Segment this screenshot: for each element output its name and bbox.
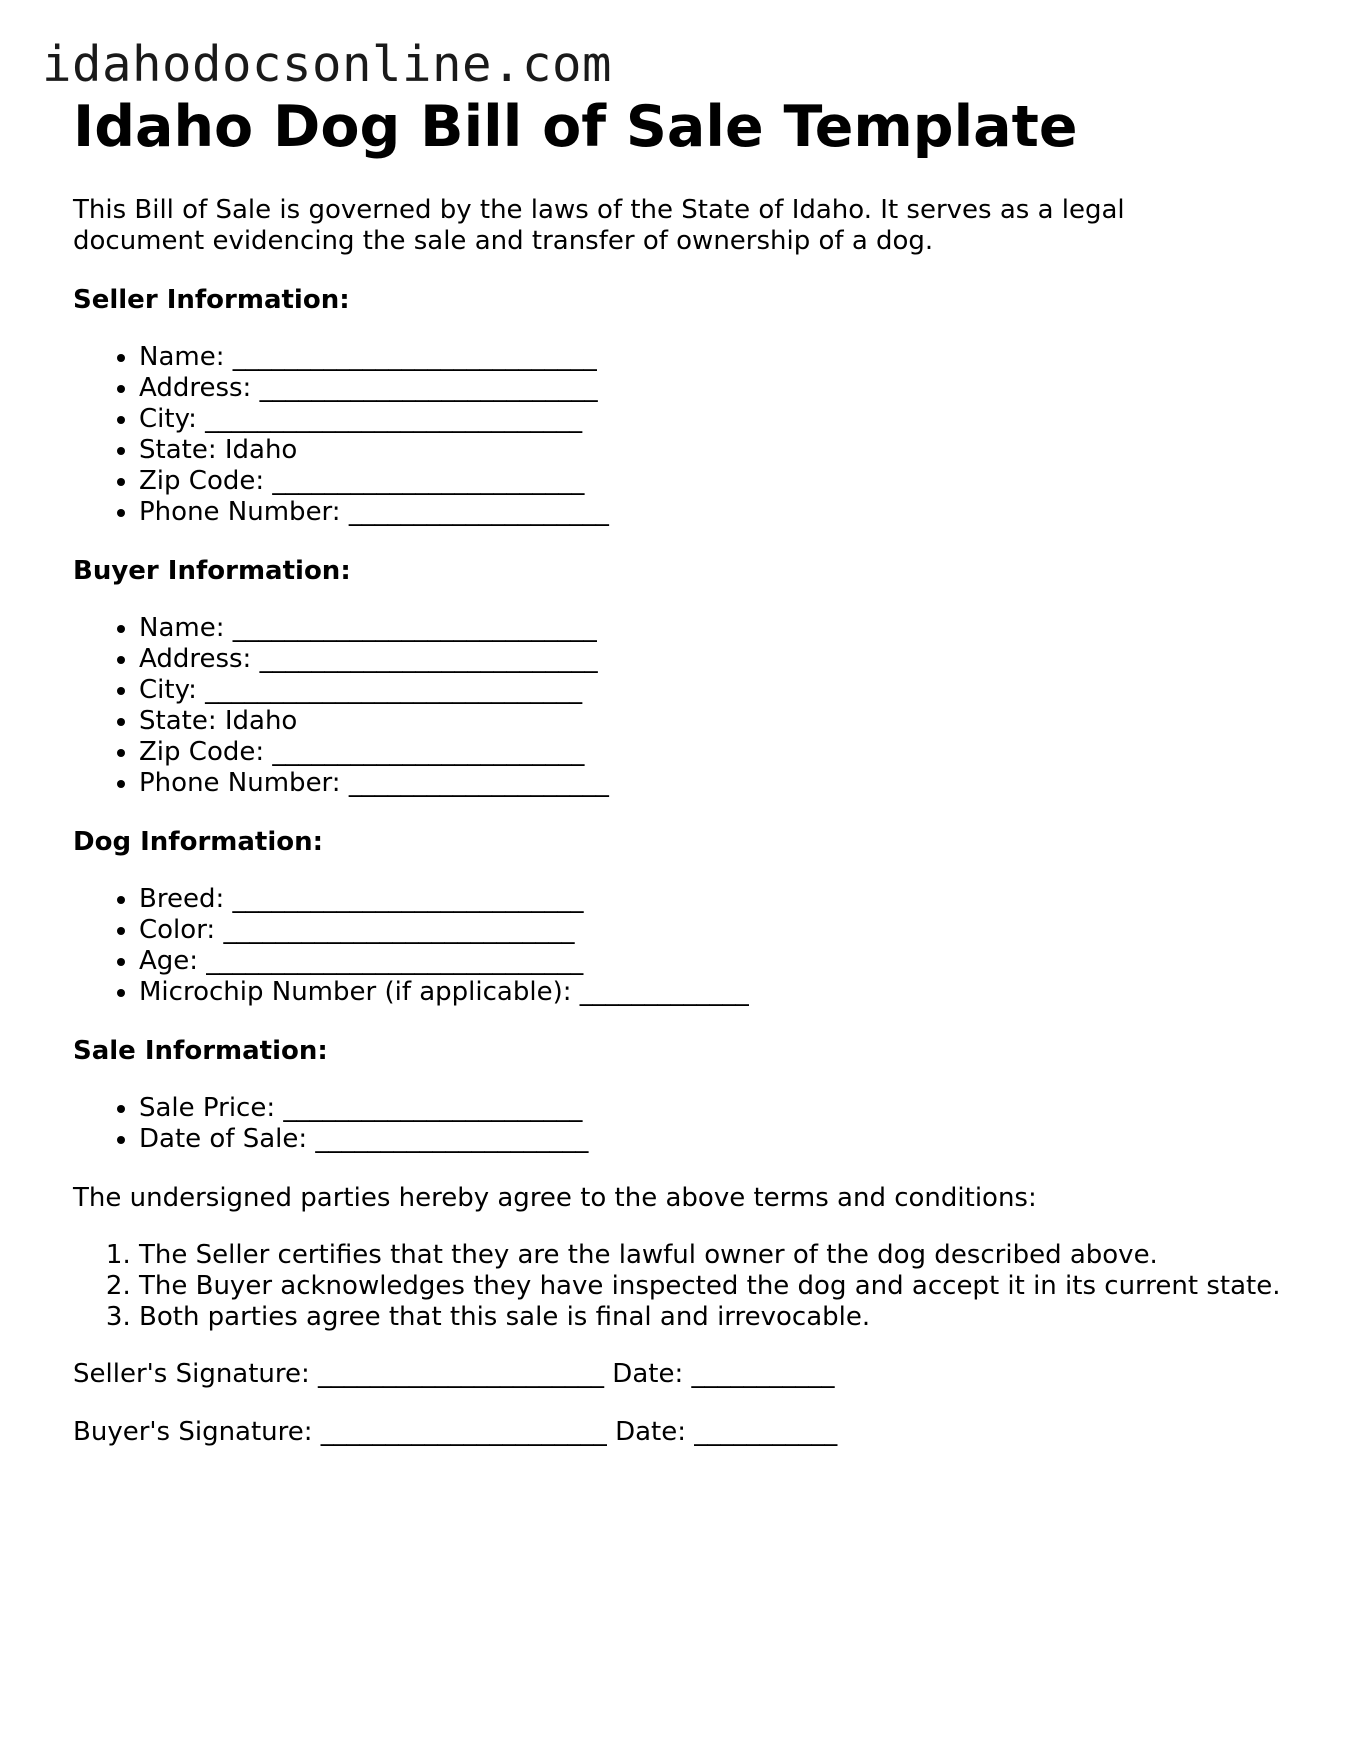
document-page: [73, 96, 1293, 1448]
terms-list: [73, 1240, 1289, 1333]
sale-date-field: • Date of Sale: _____________________: [139, 1124, 1293, 1155]
seller-signature-line: Seller's Signature: ______________________ Date: ___________: [73, 1358, 835, 1389]
dog-age-field: • Age: _____________________________: [139, 946, 1293, 977]
seller-zip-field: • Zip Code: ________________________: [139, 466, 1293, 497]
dog-microchip-field: • Microchip Number (if applicable): _____________: [139, 977, 1293, 1008]
dog-info-list: [73, 884, 1293, 1008]
term-item: 2. The Buyer acknowledges they have inspected the dog and accept it in its current state.: [139, 1271, 1289, 1302]
buyer-phone-field: • Phone Number: ____________________: [139, 768, 1293, 799]
seller-city-field: • City: _____________________________: [139, 404, 1293, 435]
seller-info-list: [73, 342, 1293, 528]
buyer-heading: Buyer Information:: [73, 555, 351, 586]
intro-paragraph: This Bill of Sale is governed by the laws of the State of Idaho. It serves as a legal document evidencing the sale and transfer of ownership of a dog.: [73, 194, 1125, 256]
sale-info-list: [73, 1093, 1293, 1155]
buyer-signature-line: Buyer's Signature: ______________________ Date: ___________: [73, 1416, 838, 1447]
buyer-name-field: • Name: ____________________________: [139, 613, 1293, 644]
seller-heading: Seller Information:: [73, 284, 350, 315]
seller-phone-field: • Phone Number: ____________________: [139, 497, 1293, 528]
seller-state-field: • State: Idaho: [139, 435, 1293, 466]
dog-color-field: • Color: ___________________________: [139, 915, 1293, 946]
agreement-intro: The undersigned parties hereby agree to the above terms and conditions:: [73, 1182, 1037, 1213]
buyer-zip-field: • Zip Code: ________________________: [139, 737, 1293, 768]
document-title: Idaho Dog Bill of Sale Template: [73, 94, 1078, 160]
term-item: 1. The Seller certifies that they are the lawful owner of the dog described above.: [139, 1240, 1289, 1271]
sale-price-field: • Sale Price: _______________________: [139, 1093, 1293, 1124]
buyer-state-field: • State: Idaho: [139, 706, 1293, 737]
buyer-info-list: [73, 613, 1293, 799]
watermark: idahodocsonline.com: [42, 36, 613, 93]
buyer-city-field: • City: _____________________________: [139, 675, 1293, 706]
dog-breed-field: • Breed: ___________________________: [139, 884, 1293, 915]
dog-heading: Dog Information:: [73, 826, 324, 857]
sale-heading: Sale Information:: [73, 1035, 328, 1066]
seller-address-field: • Address: __________________________: [139, 373, 1293, 404]
term-item: 3. Both parties agree that this sale is final and irrevocable.: [139, 1302, 1289, 1333]
seller-name-field: • Name: ____________________________: [139, 342, 1293, 373]
buyer-address-field: • Address: __________________________: [139, 644, 1293, 675]
